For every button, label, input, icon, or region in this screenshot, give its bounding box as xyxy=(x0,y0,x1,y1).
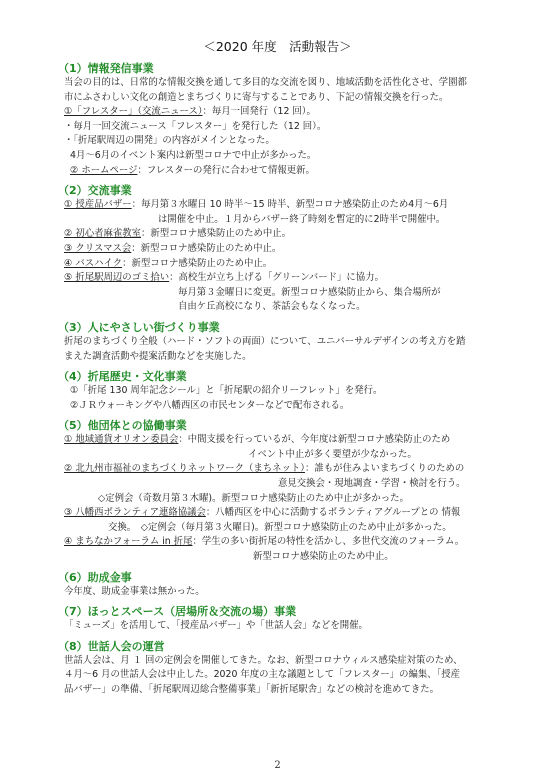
section-5-item-1 xyxy=(58,433,518,448)
section-3-paragraph: 折尾のまちづくり全般（ハード・ソフトの両面）について、ユニバーサルデザインの考え方を踏 xyxy=(64,335,466,347)
item-text: ：毎月第３水曜日 10 時半～15 時半、新型コロナ感染防止のため4月～6月 xyxy=(131,199,449,211)
section-4-item: ②ＪＲウォーキングや八幡西区の市民センターなどで配布される。 xyxy=(70,399,350,411)
section-7-paragraph: 「ミューズ」を活用して、「授産品バザー」や「世話人会」などを開催。 xyxy=(64,620,368,632)
report-body xyxy=(58,62,518,698)
section-5-item-2-note: ◇定例会（奇数月第３木曜)。新型コロナ感染防止のため中止が多かった。 xyxy=(98,492,409,504)
item-label: ④ バスハイク xyxy=(64,257,123,269)
page-number: 2 xyxy=(274,760,281,771)
item-label: ③ クリスマス会 xyxy=(64,242,132,254)
section-5-item-1-cont: イベント中止が多く要望が少なかった。 xyxy=(248,448,417,460)
section-1-paragraph: 当会の目的は、日常的な情報交換を通して多目的な交流を図り、地域活動を活性化させ、学園都 xyxy=(64,77,467,88)
item-text: ：フレスターの発行に合わせて情報更新。 xyxy=(137,164,315,176)
section-5-item-4-cont: 新型コロナ感染防止のため中止。 xyxy=(253,551,394,563)
section-2-item-5-cont: 自由ケ丘高校になり、茶話会もなくなった。 xyxy=(178,301,366,313)
section-1-paragraph: 市にふさわしい文化の創造とまちづくりに寄与することであり、下記の情報交換を行った。 xyxy=(64,91,449,103)
section-1-item-1 xyxy=(58,105,518,120)
section-1-bullet: ・毎月一回交流ニュース「フレスター」を発行した（12 回）。 xyxy=(64,120,327,132)
section-8-title: （8）世話人会の運営 xyxy=(58,639,165,653)
section-1-bullet: 4月～6月のイベント案内は新型コロナで中止が多かった。 xyxy=(70,149,317,161)
item-text: ：誰もが住みよいまちづくりのための xyxy=(304,463,465,475)
item-text: ：高校生が立ち上げる「グリーンバード」に協力。 xyxy=(169,272,384,284)
item-text: ：新型コロナ感染防止のため中止。 xyxy=(141,228,292,240)
section-8-paragraph: ４月～6 月の世話人会は中止した。2020 年度の主な議題として「フレスター」の編集、「授産 xyxy=(64,669,461,681)
section-2-title: （2）交流事業 xyxy=(58,184,132,198)
section-4-title: （4）折尾歴史・文化事業 xyxy=(58,370,187,384)
section-3-paragraph: まえた調査活動や提案活動などを実施した。 xyxy=(64,350,252,362)
section-6-paragraph: 今年度、助成金事業は無かった。 xyxy=(64,585,205,597)
item-label: ② 北九州市福祉のまちづくりネットワーク（まちネット） xyxy=(64,463,305,475)
document-title: ＜2020 年度 活動報告＞ xyxy=(203,39,352,54)
section-2-item-1-cont: は開催を中止。１月からバザー終了時刻を暫定的に2時半で開催中。 xyxy=(158,213,446,225)
item-text: ：新型コロナ感染防止のため中止。 xyxy=(122,257,273,269)
item-label: ④ まちなかフォーラム in 折尾 xyxy=(64,536,193,548)
section-7-title: （7）ほっとスペース（居場所＆交流の場）事業 xyxy=(58,605,297,619)
item-text: ：中間支援を行っているが、今年度は新型コロナ感染防止のため xyxy=(178,434,451,446)
section-1-title: （1）情報発信事業 xyxy=(58,62,154,75)
item-label: ① 地域通貨オリオン委員会 xyxy=(64,434,179,446)
item-text: ：新型コロナ感染防止のため中止。 xyxy=(131,242,282,254)
item-text: ：八幡西区を中心に活動するボランティアグループとの 情報 xyxy=(205,507,461,519)
section-6-title: （6）助成金事 xyxy=(58,570,132,584)
item-label: ①「フレスター」（交流ニュース） xyxy=(64,106,203,118)
section-5-item-2 xyxy=(58,462,518,477)
section-5-item-2-cont: 意見交換会・現地調査・学習・検討を行う。 xyxy=(278,478,466,490)
section-1-item-2 xyxy=(58,164,518,179)
item-text: ：毎月一回発行（12 回）。 xyxy=(202,106,316,118)
item-label: ① 授産品バザー xyxy=(64,199,132,211)
section-5-title: （5）他団体との協働事業 xyxy=(58,419,187,433)
section-2-item-3 xyxy=(58,242,518,257)
section-3-title: （3）人にやさしい街づくり事業 xyxy=(58,320,220,334)
section-5-item-3-cont: 交換。 ◇定例会（毎月第３火曜日)。新型コロナ感染防止のため中止が多かった。 xyxy=(108,521,452,533)
item-label: ② 初心者麻雀教室 xyxy=(64,228,142,240)
section-5-item-4 xyxy=(58,535,518,550)
item-label: ③ 八幡西ボランティア連絡協議会 xyxy=(64,507,206,519)
section-1-bullet: ・「折尾駅周辺の開発」の内容がメインとなった。 xyxy=(64,135,275,147)
section-5-item-3 xyxy=(58,506,518,521)
section-2-item-4 xyxy=(58,257,518,272)
item-label: ⑤ 折尾駅周辺のゴミ拾い xyxy=(64,272,170,284)
section-2-item-5 xyxy=(58,271,518,286)
section-2-item-2 xyxy=(58,227,518,242)
item-label: ② ホームページ xyxy=(70,164,138,176)
section-4-item: ①「折尾 130 周年記念シール」と「折尾駅の紹介リーフレット」を発行。 xyxy=(70,385,383,397)
section-2-item-1 xyxy=(58,198,518,213)
section-8-paragraph: 世話人会は、月 １ 回の定例会を開催してきた。なお、新型コロナウィルス感染症対策のため、 xyxy=(64,654,463,666)
section-2-item-5-cont: 毎月第３金曜日に変更。新型コロナ感染防止から、集合場所が xyxy=(178,286,441,298)
section-8-paragraph: 品バザー」の準備、「折尾駅周辺総合整備事業」「新折尾駅舎」などの検討を進めてきた。 xyxy=(64,684,439,695)
item-text: ：学生の多い街折尾の特性を活かし、多世代交流のフォーラム。 xyxy=(192,536,465,548)
